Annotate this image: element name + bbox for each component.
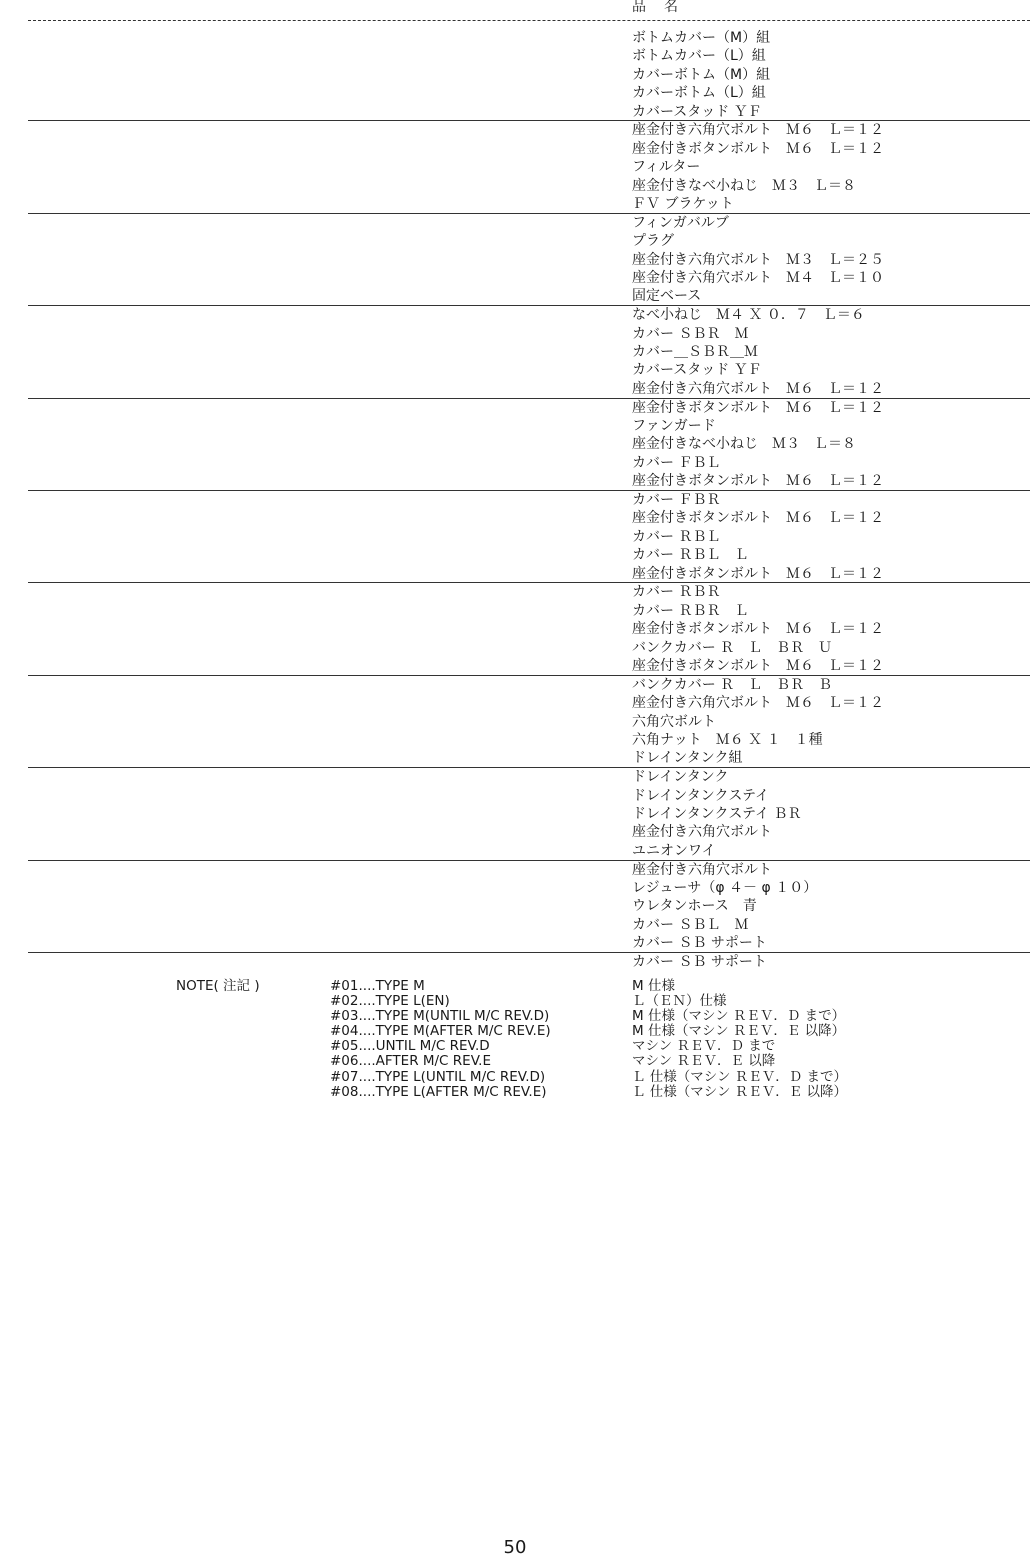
- note-description: マシン ＲＥＶ．Ｄ まで: [632, 1038, 776, 1055]
- note-description-list: [632, 979, 847, 1100]
- part-name: カバー ＳＢ サポート: [632, 935, 767, 952]
- part-name: 座金付きなべ小ねじ Ｍ３ Ｌ＝８: [632, 436, 856, 453]
- part-name: フィンガバルブ: [632, 214, 729, 231]
- part-name: 座金付きボタンボルト Ｍ６ Ｌ＝１２: [632, 473, 884, 490]
- note-code: #04....TYPE M(AFTER M/C REV.E): [330, 1023, 551, 1040]
- note-code-list: [330, 979, 551, 1100]
- part-name: カバーボトム（M）組: [632, 66, 771, 83]
- part-name: カバー ＲＢＬ Ｌ: [632, 547, 749, 564]
- part-name: カバー ＳＢ サポート: [632, 954, 767, 970]
- note-code: #01....TYPE M: [330, 978, 425, 994]
- part-name: 座金付き六角穴ボルト Ｍ６ Ｌ＝１２: [632, 695, 884, 712]
- note-description: M 仕様（マシン ＲＥＶ．Ｄ まで）: [632, 1008, 846, 1025]
- part-name: ボトムカバー（L）組: [632, 48, 766, 65]
- part-name: ドレインタンクステイ: [632, 787, 770, 804]
- header-dashed-divider: [28, 20, 1030, 21]
- note-description: Ｌ（ＥＮ）仕様: [632, 993, 727, 1010]
- part-name: カバー ＳＢＲ Ｍ: [632, 325, 749, 342]
- part-name: カバー ＲＢＬ: [632, 528, 721, 545]
- note-description: Ｌ 仕様（マシン ＲＥＶ．Ｅ 以降）: [632, 1083, 848, 1100]
- note-description: マシン ＲＥＶ．Ｅ 以降: [632, 1053, 776, 1070]
- part-name: 固定ベース: [632, 288, 702, 305]
- part-name: ＦＶ ブラケット: [632, 195, 734, 212]
- page-number: 50: [503, 1537, 527, 1558]
- parts-list: [0, 29, 1030, 953]
- part-name: バンクカバー Ｒ Ｌ ＢＲ Ｕ: [632, 639, 833, 656]
- part-name: レジューサ（φ ４－ φ １０）: [632, 879, 818, 896]
- part-name: ドレインタンク: [632, 769, 729, 786]
- part-name: カバー ＲＢＲ: [632, 584, 721, 601]
- parts-group: [0, 29, 1030, 121]
- parts-group: [0, 399, 1030, 491]
- note-code: #07....TYPE L(UNTIL M/C REV.D): [330, 1068, 546, 1085]
- parts-group: [0, 583, 1030, 675]
- group-divider: [28, 952, 1030, 953]
- note-description: Ｌ 仕様（マシン ＲＥＶ．Ｄ まで）: [632, 1068, 848, 1085]
- part-name: 六角穴ボルト: [632, 713, 716, 730]
- part-name: 座金付きボタンボルト Ｍ６ Ｌ＝１２: [632, 399, 884, 416]
- part-name: 座金付き六角穴ボルト Ｍ６ Ｌ＝１２: [632, 122, 884, 139]
- part-name: ドレインタンクステイ ＢＲ: [632, 805, 802, 822]
- note-code: #08....TYPE L(AFTER M/C REV.E): [330, 1083, 547, 1100]
- note-code: #05....UNTIL M/C REV.D: [330, 1038, 490, 1055]
- parts-group: [0, 861, 1030, 953]
- part-name: カバー＿ＳＢＲ＿Ｍ: [632, 343, 758, 360]
- part-name: 座金付きボタンボルト Ｍ６ Ｌ＝１２: [632, 510, 884, 527]
- part-name: カバースタッド ＹＦ: [632, 103, 762, 120]
- part-name: なべ小ねじ Ｍ４ Ｘ ０．７ Ｌ＝６: [632, 307, 865, 324]
- note-code: #03....TYPE M(UNTIL M/C REV.D): [330, 1008, 550, 1025]
- parts-group: [0, 768, 1030, 860]
- parts-group: [0, 121, 1030, 213]
- part-name: ファンガード: [632, 417, 716, 434]
- part-name: ウレタンホース 青: [632, 898, 757, 915]
- part-name: カバースタッド ＹＦ: [632, 362, 762, 379]
- part-name: カバー ＲＢＲ Ｌ: [632, 602, 749, 619]
- parts-group: [0, 306, 1030, 398]
- note-code: #02....TYPE L(EN): [330, 993, 450, 1010]
- note-description: M 仕様（マシン ＲＥＶ．Ｅ 以降）: [632, 1023, 846, 1040]
- column-header-part-name: 品 名: [632, 0, 680, 15]
- part-name: カバー ＳＢＬ Ｍ: [632, 916, 749, 933]
- part-name: 座金付き六角穴ボルト: [632, 861, 772, 878]
- part-name: ボトムカバー（M）組: [632, 30, 771, 46]
- part-name: プラグ: [632, 233, 674, 250]
- parts-group: [0, 491, 1030, 583]
- part-name: ユニオンワイ: [632, 842, 716, 859]
- part-name: フィルター: [632, 159, 701, 176]
- part-name: 六角ナット Ｍ６ Ｘ １ １種: [632, 731, 823, 748]
- part-name: 座金付き六角穴ボルト Ｍ４ Ｌ＝１０: [632, 269, 884, 286]
- part-name: 座金付きボタンボルト Ｍ６ Ｌ＝１２: [632, 140, 884, 157]
- part-name: 座金付きボタンボルト Ｍ６ Ｌ＝１２: [632, 657, 884, 674]
- part-name: カバー ＦＢＬ: [632, 454, 721, 471]
- part-name: カバー ＦＢＲ: [632, 491, 721, 508]
- part-name: ドレインタンク組: [632, 750, 743, 767]
- note-code: #06....AFTER M/C REV.E: [330, 1053, 492, 1070]
- part-name: 座金付きボタンボルト Ｍ６ Ｌ＝１２: [632, 621, 884, 638]
- note-description: M 仕様: [632, 978, 675, 994]
- part-name: 座金付き六角穴ボルト Ｍ６ Ｌ＝１２: [632, 380, 884, 397]
- part-name: 座金付き六角穴ボルト Ｍ３ Ｌ＝２５: [632, 251, 884, 268]
- parts-group: [0, 214, 1030, 306]
- part-name: 座金付きボタンボルト Ｍ６ Ｌ＝１２: [632, 565, 884, 582]
- part-name: カバーボトム（L）組: [632, 85, 766, 102]
- part-name: 座金付きなべ小ねじ Ｍ３ Ｌ＝８: [632, 177, 856, 194]
- note-label: NOTE( 注記 ): [176, 978, 260, 994]
- part-name: バンクカバー Ｒ Ｌ ＢＲ Ｂ: [632, 676, 833, 693]
- parts-group: [0, 676, 1030, 768]
- part-name: 座金付き六角穴ボルト: [632, 824, 772, 841]
